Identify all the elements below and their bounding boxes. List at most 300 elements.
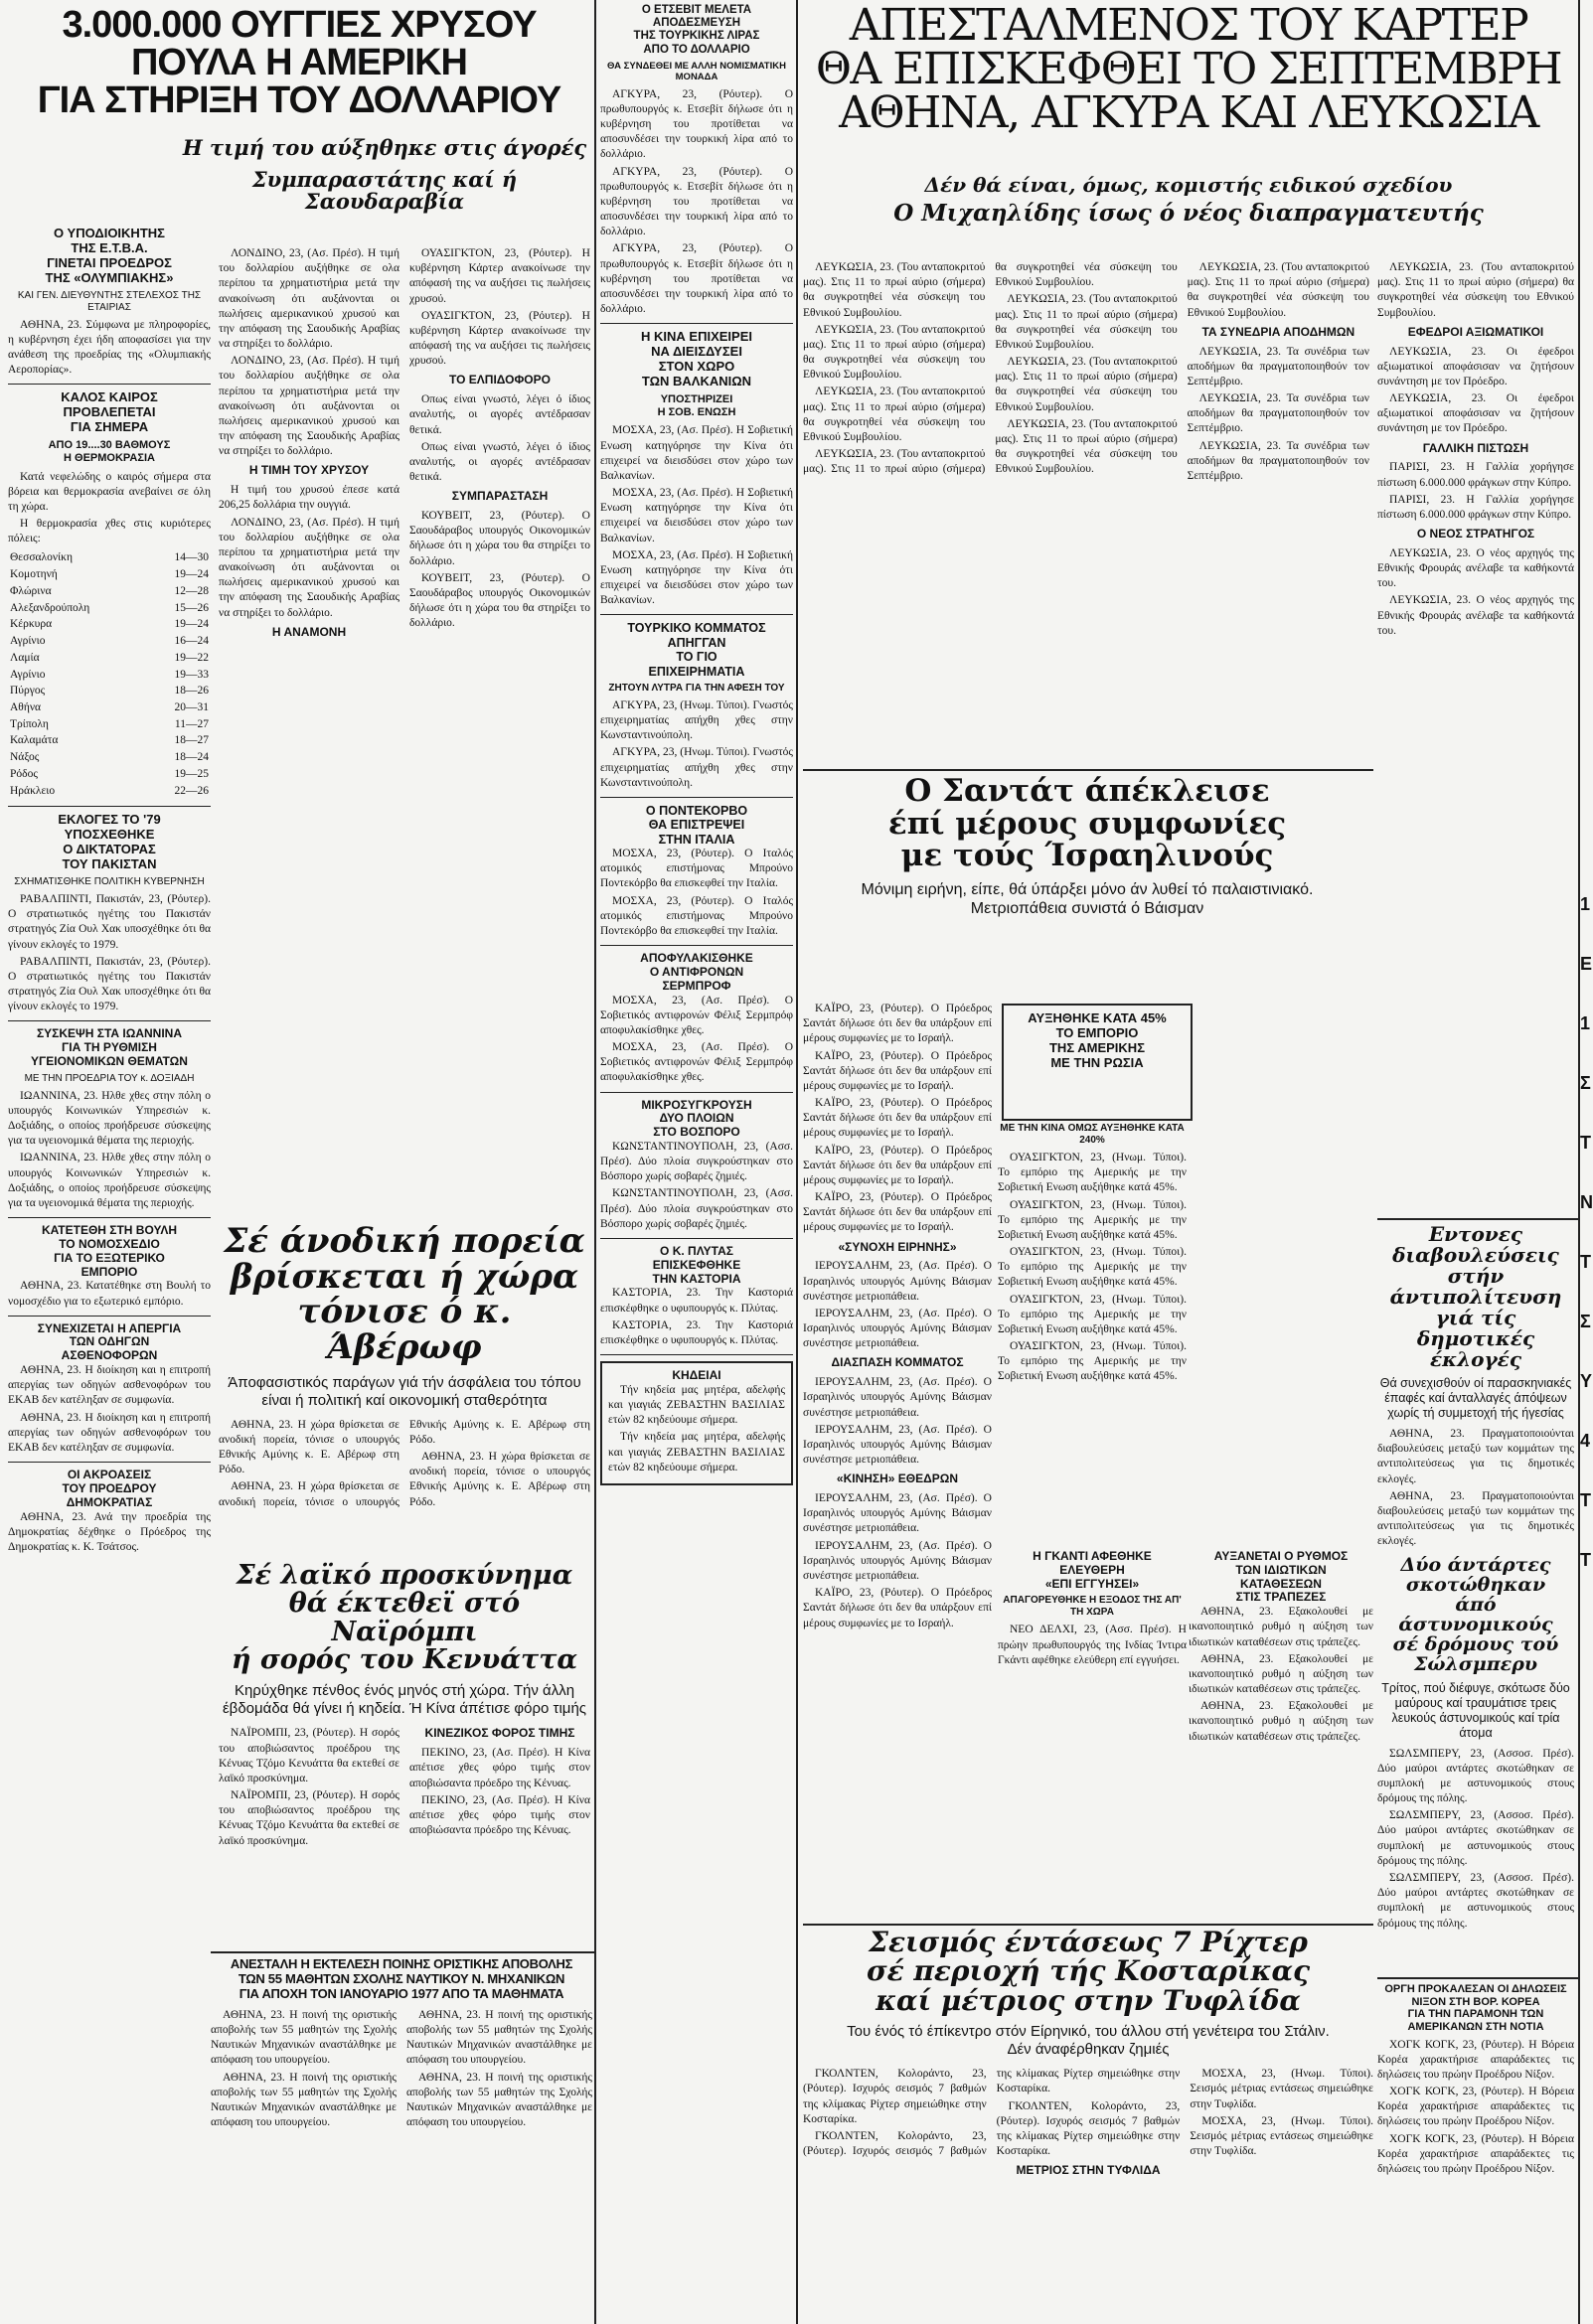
adjacent-page-edge bbox=[1580, 0, 1593, 2324]
city-name: Ηράκλειο bbox=[10, 784, 56, 797]
students-paragraph: ΑΘΗΝΑ, 23. Η ποινή της οριστικής αποβολής των 55 μαθητών της Σχολής Ναυτικών Μηχανικών αναστάλθηκε με απόφαση του υπουργείου. bbox=[406, 2071, 592, 2129]
trade-deck: ΜΕ ΤΗΝ ΚΙΝΑ ΟΜΩΣ ΑΥΞΗΘΗΚΕ ΚΑΤΑ 240% bbox=[1000, 1123, 1185, 1146]
city-name: Αγρίνιο bbox=[10, 635, 46, 648]
funerals-notice bbox=[600, 1361, 793, 1485]
headline-line: ΤΩΝ 55 ΜΑΘΗΤΩΝ ΣΧΟΛΗΣ ΝΑΥΤΙΚΟΥ Ν. ΜΗΧΑΝΙΚΩΝ bbox=[238, 1970, 565, 1986]
edge-letter: 4 bbox=[1580, 1431, 1591, 1451]
headline-line: Ο ΔΙΚΤΑΤΟΡΑΣ bbox=[63, 842, 156, 857]
temperature-row bbox=[10, 550, 209, 565]
lead-headline-block bbox=[8, 6, 590, 127]
vouli-headline bbox=[8, 1224, 211, 1279]
carter-subhead: ΤΑ ΣΥΝΕΔΡΙΑ ΑΠΟΔΗΜΩΝ bbox=[1201, 324, 1355, 339]
ioannina-story bbox=[8, 1027, 211, 1211]
headline-line: ΓΙΝΕΤΑΙ ΠΡΟΕΔΡΟΣ bbox=[47, 254, 172, 270]
headline-line: ΚΑΤΑΘΕΣΕΩΝ bbox=[1240, 1576, 1322, 1591]
carter-paragraph: ΛΕΥΚΩΣΙΑ, 23. (Του ανταποκριτού μας). Στις 11 το πρωί αύριο (σήμερα) θα συγκροτηθεί νέα σύσκεψη του Εθνικού Συμβουλίου. bbox=[1187, 261, 1369, 319]
headline-line: ΕΜΠΟΡΙΟ bbox=[80, 1264, 138, 1279]
trade-paragraph: ΟΥΑΣΙΓΚΤΟΝ, 23, (Ηνωμ. Τύποι). Το εμπόριο της Αμερικής με την Σοβιετική Ενωση αυξήθηκε κατά 45%. bbox=[998, 1152, 1187, 1194]
bosporus-story bbox=[600, 1099, 793, 1232]
headline-line: ΟΙ ΑΚΡΟΑΣΕΙΣ bbox=[67, 1468, 152, 1482]
edge-letter: 1 bbox=[1580, 894, 1591, 914]
headline-line: Δύο άντάρτες σκοτώθηκαν bbox=[1400, 1554, 1551, 1596]
headline-line: ΤΗΣ ΑΜΕΡΙΚΗΣ bbox=[1048, 1039, 1145, 1055]
headline-line: ΤΟΥ ΠΡΟΕΔΡΟΥ bbox=[62, 1480, 157, 1495]
funerals-title: ΚΗΔΕΙΑΙ bbox=[672, 1368, 721, 1383]
city-name: Κέρκυρα bbox=[10, 618, 53, 631]
headline-line: ΓΙΑ ΤΗ ΡΥΘΜΙΣΗ bbox=[62, 1040, 157, 1055]
gold-price-subhead: Η ΤΙΜΗ ΤΟΥ ΧΡΥΣΟΥ bbox=[248, 463, 370, 478]
edge-letter: 1 bbox=[1580, 1013, 1591, 1033]
edge-letter: Τ bbox=[1580, 1133, 1591, 1153]
headline-line: ΥΓΕΙΟΝΟΜΙΚΩΝ ΘΕΜΑΤΩΝ bbox=[31, 1053, 188, 1068]
carter-paragraph: ΛΕΥΚΩΣΙΑ, 23. (Του ανταποκριτού μας). Στις 11 το πρωί αύριο (σήμερα) θα συγκροτηθεί νέα σύσκεψη του Εθνικού Συμβουλίου. bbox=[803, 386, 986, 443]
sadat-body-col1 bbox=[803, 1002, 992, 1995]
temperature-range: 12—28 bbox=[174, 584, 209, 597]
temperature-row bbox=[10, 634, 209, 649]
carter-paragraph: ΛΕΥΚΩΣΙΑ, 23. (Του ανταποκριτού μας). Στις 11 το πρωί αύριο (σήμερα) θα συγκροτηθεί νέα σύσκεψη του Εθνικού Συμβουλίου. bbox=[995, 356, 1178, 413]
headline-line: ΑΠΟΦΥΛΑΚΙΣΘΗΚΕ bbox=[640, 951, 753, 966]
symparastasi-subhead: ΣΥΜΠΑΡΑΣΤΑΣΗ bbox=[451, 489, 549, 504]
sadat-sub-paragraph: ΙΕΡΟΥΣΑΛΗΜ, 23, (Ασ. Πρέσ). Ο Ισραηλινός υπουργός Αμύνης Βάισμαν συνέστησε μετριοπάθεια. bbox=[803, 1260, 992, 1303]
temperature-row bbox=[10, 784, 209, 799]
sadat-paragraph: ΚΑΪΡΟ, 23, (Ρόυτερ). Ο Πρόεδρος Σαντάτ δήλωσε ότι δεν θα υπάρξουν επί μέρους συμφωνίες με το Ισραήλ. bbox=[803, 1191, 992, 1234]
headline-line: Ο ΠΟΝΤΕΚΟΡΒΟ bbox=[645, 803, 748, 818]
strike-headline bbox=[8, 1322, 211, 1363]
sadat-sub-paragraph: ΙΕΡΟΥΣΑΛΗΜ, 23, (Ασ. Πρέσ). Ο Ισραηλινός υπουργός Αμύνης Βάισμαν συνέστησε μετριοπάθεια. bbox=[803, 1492, 992, 1535]
deposits-paragraph: ΑΘΗΝΑ, 23. Εξακολουθεί με ικανοποιητικό ρυθμό η αύξηση των ιδιωτικών καταθέσεων στις τράπεζες. bbox=[1189, 1606, 1373, 1648]
headline-line: Ο Κ. ΠΛΥΤΑΣ bbox=[660, 1243, 733, 1258]
korea-paragraph: ΧΟΓΚ ΚΟΓΚ, 23, (Ρόυτερ). Η Βόρεια Κορέα χαρακτήρισε απαράδεκτες τις δηλώσεις του πρώην Προέδρου Νίξον. bbox=[1377, 2038, 1574, 2081]
city-name: Ρόδος bbox=[10, 767, 38, 780]
lead-headline-line: ΠΟΥΛΑ Η ΑΜΕΡΙΚΗ bbox=[130, 42, 467, 83]
lira-headline bbox=[600, 4, 793, 57]
headline-line: Σέ λαϊκό προσκύνημα bbox=[236, 1560, 573, 1591]
headline-line: ΤΟ ΝΟΜΟΣΧΕΔΙΟ bbox=[59, 1236, 160, 1251]
headline-line: ΤΟ ΕΜΠΟΡΙΟ bbox=[1055, 1024, 1139, 1040]
story-divider bbox=[8, 806, 211, 807]
cyprus-subhead: Ο ΝΕΟΣ ΣΤΡΑΤΗΓΟΣ bbox=[1416, 527, 1535, 542]
funerals-paragraph: Τήν κηδεία μας μητέρα, αδελφής και γιαγιάς ΖΕΒΑΣΤΗΝ ΒΑΣΙΛΙΑΣ ετών 82 κηδεύουμε σήμερα. bbox=[608, 1431, 785, 1473]
turkey-party-paragraph: ΑΓΚΥΡΑ, 23, (Ηνωμ. Τύποι). Γνωστός επιχειρηματίας απήχθη χθες στην Κωνσταντινούπολη. bbox=[600, 746, 793, 789]
story-divider bbox=[600, 1354, 793, 1355]
section-rule bbox=[211, 1951, 594, 1953]
headline-line: ΤΩΝ ΒΑΛΚΑΝΙΩΝ bbox=[641, 374, 752, 389]
headline-line: ΔΗΜΟΚΡΑΤΙΑΣ bbox=[66, 1494, 153, 1509]
story-divider bbox=[8, 1462, 211, 1463]
temperature-range: 22—26 bbox=[174, 784, 209, 797]
averof-story bbox=[219, 1221, 590, 1552]
temperature-range: 19—25 bbox=[174, 767, 209, 780]
weather-story bbox=[8, 390, 211, 800]
lira-paragraph: ΑΓΚΥΡΑ, 23, (Ρόυτερ). Ο πρωθυπουργός κ. Ετσεβίτ δήλωσε ότι η κυβέρνηση του προτίθεται να αποσυνδέσει την τουρκική λίρα από το δολλάριο. bbox=[600, 87, 793, 161]
headline-line: ΝΑ ΔΙΕΙΣΔΥΣΕΙ bbox=[651, 344, 742, 360]
pakistan-deck: ΣΧΗΜΑΤΙΣΘΗΚΕ ΠΟΛΙΤΙΚΗ ΚΥΒΕΡΝΗΣΗ bbox=[14, 876, 205, 888]
korea-headline bbox=[1377, 1983, 1574, 2034]
turkey-party-paragraph: ΑΓΚΥΡΑ, 23, (Ηνωμ. Τύποι). Γνωστός επιχειρηματίας απήχθη χθες στην Κωνσταντινούπολη. bbox=[600, 698, 793, 742]
temperature-range: 18—24 bbox=[174, 751, 209, 764]
ioannina-paragraph: ΙΩΑΝΝΙΝΑ, 23. Ηλθε χθες στην πόλη ο υπουργός Κοινωνικών Υπηρεσιών κ. Δοξιάδης, ο οποίος προήδρευσε σύσκεψης για τα υγειονομικά θέματα της περιοχής. bbox=[8, 1152, 211, 1209]
pontecorvo-paragraph: ΜΟΣΧΑ, 23, (Ρόυτερ). Ο Ιταλός ατομικός επιστήμονας Μπρούνο Ποντεκόρβο θα επισκεφθεί την Ιταλία. bbox=[600, 848, 793, 890]
elpidoforo-paragraph: Οπως είναι γνωστό, λέγει ό ίδιος αναλυτής, οι αγορές αντέδρασαν θετικά. bbox=[409, 393, 590, 436]
story-divider bbox=[600, 945, 793, 946]
opposition-paragraph: ΑΘΗΝΑ, 23. Πραγματοποιούνται διαβουλεύσεις μεταξύ των κομμάτων της αντιπολιτεύσεως για τις δημοτικές εκλογές. bbox=[1377, 1428, 1574, 1485]
headline-line: ΚΑΛΟΣ ΚΑΙΡΟΣ bbox=[61, 389, 158, 405]
headline-line: ΣΕΡΜΠΡΟΦ bbox=[662, 978, 731, 993]
serbrov-headline bbox=[600, 952, 793, 993]
headline-line: ΤΗΝ ΚΑΣΤΟΡΙΑ bbox=[652, 1271, 741, 1286]
weather-headline bbox=[8, 390, 211, 435]
deposits-paragraph: ΑΘΗΝΑ, 23. Εξακολουθεί με ικανοποιητικό ρυθμό η αύξηση των ιδιωτικών καταθέσεων στις τράπεζες. bbox=[1189, 1700, 1373, 1743]
headline-line: ΜΙΚΡΟΣΥΓΚΡΟΥΣΗ bbox=[641, 1097, 752, 1112]
edge-letter: Σ bbox=[1580, 1312, 1591, 1331]
balkans-headline bbox=[600, 330, 793, 389]
left-briefs-column bbox=[8, 227, 211, 2035]
temperature-row bbox=[10, 700, 209, 715]
headline-line: ΣΥΣΚΕΨΗ ΣΤΑ ΙΩΑΝΝΙΝΑ bbox=[36, 1026, 183, 1041]
lira-deck: ΘΑ ΣΥΝΔΕΘΕΙ ΜΕ ΑΛΛΗ ΝΟΜΙΣΜΑΤΙΚΗ ΜΟΝΑΔΑ bbox=[607, 60, 786, 83]
deck-line: Η ΘΕΡΜΟΚΡΑΣΙΑ bbox=[64, 452, 155, 465]
lira-story bbox=[600, 4, 793, 317]
story-divider bbox=[600, 797, 793, 798]
olympic-headline bbox=[8, 227, 211, 286]
city-name: Κομοτηνή bbox=[10, 568, 58, 581]
lead-deck-line: Συμπαραστάτης καί ή Σαουδαραβία bbox=[251, 167, 518, 215]
story-divider bbox=[600, 1238, 793, 1239]
ioannina-deck: ΜΕ ΤΗΝ ΠΡΟΕΔΡΙΑ ΤΟΥ κ. ΔΟΞΙΑΔΗ bbox=[24, 1072, 195, 1084]
temperature-range: 19—33 bbox=[174, 668, 209, 681]
city-name: Καλαμάτα bbox=[10, 734, 59, 747]
serbrov-paragraph: ΜΟΣΧΑ, 23, (Ασ. Πρέσ). Ο Σοβιετικός αντιφρονών Φέλιξ Σερμπρόφ αποφυλακίσθηκε χθες. bbox=[600, 1041, 793, 1084]
turkey-party-headline bbox=[600, 621, 793, 679]
turkey-party-deck: ΖΗΤΟΥΝ ΛΥΤΡΑ ΓΙΑ ΤΗΝ ΑΦΕΣΗ ΤΟΥ bbox=[608, 682, 785, 694]
headline-line: ΤΟ ΓΙΟ bbox=[676, 650, 717, 665]
temperature-table bbox=[8, 548, 211, 800]
earthquake-sub-paragraph: ΜΟΣΧΑ, 23, (Ηνωμ. Τύποι). Σεισμός μέτριας εντάσεως σημειώθηκε στην Τυφλίδα. bbox=[1190, 2068, 1373, 2110]
headline-line: ΕΚΛΟΓΕΣ ΤΟ '79 bbox=[58, 812, 161, 828]
carter-headline-block bbox=[803, 0, 1574, 173]
students-paragraph: ΑΘΗΝΑ, 23. Η ποινή της οριστικής αποβολής των 55 μαθητών της Σχολής Ναυτικών Μηχανικών αναστάλθηκε με απόφαση του υπουργείου. bbox=[211, 2008, 397, 2067]
deck-line: Η ΣΟΒ. ΕΝΩΣΗ bbox=[657, 406, 736, 419]
carter-headline bbox=[803, 0, 1574, 138]
headline-line: Σέ άνοδική πορεία bbox=[224, 1221, 585, 1261]
headline-line: ΣΤΟ ΒΟΣΠΟΡΟ bbox=[653, 1125, 740, 1140]
headline-line: γιά τίς δημοτικές έκλογές bbox=[1416, 1306, 1535, 1371]
headline-line: άπό άστυνομικούς bbox=[1398, 1593, 1553, 1635]
headline-line: ΕΛΕΥΘΕΡΗ bbox=[1059, 1562, 1125, 1577]
averof-paragraph: ΑΘΗΝΑ, 23. Η χώρα θρίσκεται σε ανοδική πορεία, τόνισε ο υπουργός Εθνικής Αμύνης κ. Ε. Αβέρωφ στη Ρόδο. bbox=[219, 1418, 399, 1476]
turkey-party-story bbox=[600, 621, 793, 791]
headline-line: σέ περιοχή τής Κοσταρίκας bbox=[866, 1954, 1311, 1988]
averof-deck: Άποφασιστικός παράγων γιά τήν άσφάλεια του τόπου είναι ή πολιτική καί οικονομική σταθερότητα bbox=[228, 1373, 581, 1409]
serbrov-paragraph: ΜΟΣΧΑ, 23, (Ασ. Πρέσ). Ο Σοβιετικός αντιφρονών Φέλιξ Σερμπρόφ αποφυλακίσθηκε χθες. bbox=[600, 994, 793, 1036]
headline-line: ΚΑΤΕΤΕΘΗ ΣΤΗ ΒΟΥΛΗ bbox=[41, 1223, 178, 1238]
sadat-paragraph: ΚΑΪΡΟ, 23, (Ρόυτερ). Ο Πρόεδρος Σαντάτ δήλωσε ότι δεν θα υπάρξουν επί μέρους συμφωνίες με το Ισραήλ. bbox=[803, 1587, 992, 1629]
earthquake-subhead: ΜΕΤΡΙΟΣ ΣΤΗΝ ΤΥΦΛΙΔΑ bbox=[1016, 2163, 1161, 2178]
korea-paragraph: ΧΟΓΚ ΚΟΓΚ, 23, (Ρόυτερ). Η Βόρεια Κορέα χαρακτήρισε απαράδεκτες τις δηλώσεις του πρώην Προέδρου Νίξον. bbox=[1377, 2086, 1574, 2128]
pontecorvo-paragraph: ΜΟΣΧΑ, 23, (Ρόυτερ). Ο Ιταλός ατομικός επιστήμονας Μπρούνο Ποντεκόρβο θα επισκεφθεί την Ιταλία. bbox=[600, 894, 793, 937]
carter-paragraph: ΛΕΥΚΩΣΙΑ, 23. (Του ανταποκριτού μας). Στις 11 το πρωί αύριο (σήμερα) θα συγκροτηθεί νέα σύσκεψη του Εθνικού Συμβουλίου. bbox=[995, 417, 1178, 476]
gandhi-story bbox=[998, 1550, 1187, 1679]
headline-line: ΓΙΑ ΤΟ ΕΞΩΤΕΡΙΚΟ bbox=[54, 1250, 165, 1265]
edge-letter: Σ bbox=[1580, 1073, 1591, 1093]
elpidoforo-subhead: ΤΟ ΕΛΠΙΔΟΦΟΡΟ bbox=[449, 373, 551, 387]
opposition-paragraph: ΑΘΗΝΑ, 23. Πραγματοποιούνται διαβουλεύσεις μεταξύ των κομμάτων της αντιπολιτεύσεως για τις δημοτικές εκλογές. bbox=[1377, 1489, 1574, 1548]
carter-deck-line: Δέν θά είναι, όμως, κομιστής ειδικού σχεδίου bbox=[924, 173, 1453, 197]
edge-letter: Τ bbox=[1580, 1550, 1591, 1570]
headline-line: έπί μέρους συμφωνίες bbox=[887, 805, 1287, 842]
deposits-headline bbox=[1189, 1550, 1373, 1605]
opposition-headline bbox=[1377, 1224, 1574, 1370]
city-name: Λαμία bbox=[10, 651, 40, 664]
pakistan-paragraph: ΡΑΒΑΛΠΙΝΤΙ, Πακιστάν, 23, (Ρόυτερ). Ο στρατιωτικός ηγέτης του Πακιστάν στρατηγός Ζία Ουλ Χακ υποσχέθηκε ότι θα γίνουν εκλογές το 1979. bbox=[8, 955, 211, 1013]
headline-line: ΜΕ ΤΗΝ ΡΩΣΙΑ bbox=[1050, 1054, 1144, 1070]
headline-line: Εντονες διαβουλεύσεις bbox=[1392, 1222, 1559, 1267]
headline-line: Ο Σαντάτ άπέκλεισε bbox=[904, 773, 1270, 809]
olympic-deck: ΚΑΙ ΓΕΝ. ΔΙΕΥΘΥΝΤΗΣ ΣΤΕΛΕΧΟΣ ΤΗΣ ΕΤΑΙΡΙΑΣ bbox=[17, 289, 202, 313]
story-divider bbox=[8, 1316, 211, 1317]
sadat-sub-paragraph: ΙΕΡΟΥΣΑΛΗΜ, 23, (Ασ. Πρέσ). Ο Ισραηλινός υπουργός Αμύνης Βάισμαν συνέστησε μετριοπάθεια. bbox=[803, 1423, 992, 1467]
lead-deck-line: Η τιμή του αύξηθηκε στις άγορές bbox=[182, 135, 587, 160]
kenyatta-paragraph: ΝΑΪΡΟΜΠΙ, 23, (Ρόυτερ). Η σορός του αποβιώσαντος προέδρου της Κένυας Τζόμο Κενυάττα θα εκτεθεί σε λαϊκό προσκύνημα. bbox=[219, 1727, 399, 1784]
anamoni-paragraph: ΟΥΑΣΙΓΚΤΟΝ, 23, (Ρόυτερ). Η κυβέρνηση Κάρτερ ανακοίνωσε την απόφασή της να αυξήσει τις πωλήσεις χρυσού. bbox=[409, 309, 590, 368]
earthquake-paragraph: ΓΚΟΛΝΤΕΝ, Κολοράντο, 23, (Ρόυτερ). Ισχυρός σεισμός 7 βαθμών της κλίμακας Ρίχτερ σημειώθηκε στην Κοσταρίκα. bbox=[803, 2068, 987, 2125]
story-divider bbox=[600, 614, 793, 615]
carter-paragraph: ΛΕΥΚΩΣΙΑ, 23. (Του ανταποκριτού μας). Στις 11 το πρωί αύριο (σήμερα) θα συγκροτηθεί νέα σύσκεψη του Εθνικού Συμβουλίου. bbox=[803, 323, 986, 382]
serbrov-story bbox=[600, 952, 793, 1085]
headline-line: ή σορός του Κενυάττα bbox=[231, 1644, 578, 1676]
anamoni-paragraph: ΟΥΑΣΙΓΚΤΟΝ, 23, (Ρόυτερ). Η κυβέρνηση Κάρτερ ανακοίνωσε την απόφασή της να αυξήσει τις πωλήσεις χρυσού. bbox=[409, 247, 590, 305]
strike-paragraph: ΑΘΗΝΑ, 23. Η διοίκηση και η επιτροπή απεργίας των οδηγών ασθενοφόρων του ΕΚΑΒ δεν κατέληξαν σε συμφωνία. bbox=[8, 1411, 211, 1454]
carter-sub-paragraph: ΛΕΥΚΩΣΙΑ, 23. Τα συνέδρια των αποδήμων θα πραγματοποιηθούν τον Σεπτέμβριο. bbox=[1187, 439, 1369, 482]
weather-deck bbox=[8, 439, 211, 465]
symparastasi-paragraph: ΚΟΥΒΕΙΤ, 23, (Ρόυτερ). Ο Σαουδάραβος υπουργός Οικονομικών δήλωσε ότι η χώρα του θα στηρίξει το δολλάριο. bbox=[409, 571, 590, 630]
headline-line: ΑΝΕΣΤΑΛΗ Η ΕΚΤΕΛΕΣΗ ΠΟΙΝΗΣ ΟΡΙΣΤΙΚΗΣ ΑΠΟΒΟΛΗΣ bbox=[230, 1956, 573, 1971]
headline-line: στήν άντιπολίτευση bbox=[1389, 1264, 1562, 1309]
sadat-subhead: ΔΙΑΣΠΑΣΗ ΚΟΜΜΑΤΟΣ bbox=[831, 1355, 964, 1370]
kastoria-headline bbox=[600, 1245, 793, 1286]
temperature-range: 16—24 bbox=[174, 635, 209, 648]
sadat-paragraph: ΚΑΪΡΟ, 23, (Ρόυτερ). Ο Πρόεδρος Σαντάτ δήλωσε ότι δεν θα υπάρξουν επί μέρους συμφωνίες με το Ισραήλ. bbox=[803, 1144, 992, 1186]
opposition-story bbox=[1377, 1224, 1574, 1552]
headline-line: με τούς Ίσραηλινούς bbox=[900, 838, 1274, 874]
headline-line: βρίσκεται ή χώρα bbox=[230, 1256, 579, 1297]
trade-headline bbox=[1010, 1011, 1185, 1071]
carter-deck-line: Ο Μιχαηλίδης ίσως ό νέος διαπραγματευτής bbox=[893, 200, 1484, 227]
earthquake-paragraph: ΓΚΟΛΝΤΕΝ, Κολοράντο, 23, (Ρόυτερ). Ισχυρός σεισμός 7 βαθμών της κλίμακας Ρίχτερ σημειώθηκε στην Κοσταρίκα. bbox=[996, 2099, 1181, 2158]
balkans-deck bbox=[600, 393, 793, 419]
section-rule bbox=[1377, 1218, 1578, 1220]
city-name: Αγρίνιο bbox=[10, 668, 46, 681]
salisbury-paragraph: ΣΩΛΣΜΠΕΡΥ, 23, (Ασσοσ. Πρέσ). Δύο μαύροι αντάρτες σκοτώθηκαν σε συμπλοκή με αστυνομικούς στους δρόμους της πόλης. bbox=[1377, 1809, 1574, 1867]
kenyatta-paragraph: ΝΑΪΡΟΜΠΙ, 23, (Ρόυτερ). Η σορός του αποβιώσαντος προέδρου της Κένυας Τζόμο Κενυάττα θα εκτεθεί σε λαϊκό προσκύνημα. bbox=[219, 1789, 399, 1847]
ioannina-headline bbox=[8, 1027, 211, 1068]
kastoria-story bbox=[600, 1245, 793, 1348]
headline-line: ΕΠΙΧΕΙΡΗΜΑΤΙΑ bbox=[648, 664, 745, 679]
headline-line: ΤΟΥΡΚΙΚΟ ΚΟΜΜΑΤΟΣ bbox=[627, 621, 766, 636]
headline-line: ΑΠΟ ΤΟ ΔΟΛΛΑΡΙΟ bbox=[643, 43, 750, 56]
headline-line: «ΕΠΙ ΕΓΓΥΗΣΕΙ» bbox=[1044, 1576, 1140, 1591]
balkans-paragraph: ΜΟΣΧΑ, 23, (Ασ. Πρέσ). Η Σοβιετική Ενωση κατηγόρησε την Κίνα ότι επιχειρεί να διεισδύσει στον χώρο των Βαλκανίων. bbox=[600, 424, 793, 482]
lead-deck-block bbox=[179, 131, 590, 242]
pakistan-headline bbox=[8, 813, 211, 872]
story-divider bbox=[600, 1092, 793, 1093]
headline-line: ΑΠΟΔΕΣΜΕΥΣΗ bbox=[652, 17, 741, 30]
headline-line: ΑΥΞΑΝΕΤΑΙ Ο ΡΥΘΜΟΣ bbox=[1213, 1549, 1349, 1563]
earthquake-sub-paragraph: ΜΟΣΧΑ, 23, (Ηνωμ. Τύποι). Σεισμός μέτριας εντάσεως σημειώθηκε στην Τυφλίδα. bbox=[1190, 2114, 1373, 2158]
city-name: Πύργος bbox=[10, 685, 46, 697]
trade-paragraph: ΟΥΑΣΙΓΚΤΟΝ, 23, (Ηνωμ. Τύποι). Το εμπόριο της Αμερικής με την Σοβιετική Ενωση αυξήθηκε κατά 45%. bbox=[998, 1340, 1187, 1383]
president-headline bbox=[8, 1469, 211, 1509]
sadat-subhead: «ΣΥΝΟΧΗ ΕΙΡΗΝΗΣ» bbox=[838, 1239, 957, 1254]
president-story bbox=[8, 1469, 211, 1555]
lead-paragraph: ΛΟΝΔΙΝΟ, 23, (Ασ. Πρέσ). Η τιμή του δολλαρίου αυξήθηκε σε ολα περίπου τα χρηματιστήρια μετά την ανακοίνωση ότι αυξάνονται οι πωλήσεις αμερικανικού χρυσού και την απόφαση της Σαουδικής Αραβίας να στηρίξει το δολλάριο. bbox=[219, 516, 399, 619]
temperature-row bbox=[10, 717, 209, 732]
temperature-range: 19—22 bbox=[174, 651, 209, 664]
students-paragraph: ΑΘΗΝΑ, 23. Η ποινή της οριστικής αποβολής των 55 μαθητών της Σχολής Ναυτικών Μηχανικών αναστάλθηκε με απόφαση του υπουργείου. bbox=[406, 2008, 592, 2067]
cyprus-paragraph: ΠΑΡΙΣΙ, 23. Η Γαλλία χορήγησε πίστωση 6.000.000 φράγκων στην Κύπρο. bbox=[1377, 493, 1574, 521]
headline-line: ΣΤΙΣ ΤΡΑΠΕΖΕΣ bbox=[1235, 1590, 1327, 1605]
sadat-deck: Μόνιμη ειρήνη, είπε, θά ύπάρξει μόνο άν λυθεί τό παλαιστινιακό. Μετριοπάθεια συνιστά ό Βάισμαν bbox=[861, 880, 1314, 917]
trade-paragraph: ΟΥΑΣΙΓΚΤΟΝ, 23, (Ηνωμ. Τύποι). Το εμπόριο της Αμερικής με την Σοβιετική Ενωση αυξήθηκε κατά 45%. bbox=[998, 1198, 1187, 1241]
lead-paragraph: ΛΟΝΔΙΝΟ, 23, (Ασ. Πρέσ). Η τιμή του δολλαρίου αυξήθηκε σε ολα περίπου τα χρηματιστήρια μετά την ανακοίνωση ότι αυξάνονται οι πωλήσεις αμερικανικού χρυσού και την απόφαση της Σαουδικής Αραβίας να στηρίξει το δολλάριο. bbox=[219, 355, 399, 458]
balkans-paragraph: ΜΟΣΧΑ, 23, (Ασ. Πρέσ). Η Σοβιετική Ενωση κατηγόρησε την Κίνα ότι επιχειρεί να διεισδύσει στον χώρο των Βαλκανίων. bbox=[600, 487, 793, 544]
kastoria-paragraph: ΚΑΣΤΟΡΙΑ, 23. Την Καστοριά επισκέφθηκε ο υφυπουργός κ. Πλύτας. bbox=[600, 1318, 793, 1346]
headline-line: ΔΥΟ ΠΛΟΙΩΝ bbox=[659, 1111, 734, 1126]
korea-story bbox=[1377, 1983, 1574, 2319]
symparastasi-paragraph: ΚΟΥΒΕΙΤ, 23, (Ρόυτερ). Ο Σαουδάραβος υπουργός Οικονομικών δήλωσε ότι η χώρα του θα στηρίξει το δολλάριο. bbox=[409, 510, 590, 567]
sadat-headline bbox=[803, 775, 1371, 872]
president-paragraph: ΑΘΗΝΑ, 23. Ανά την προεδρία της Δημοκρατίας δέχθηκε ο Πρόεδρος της Δημοκρατίας κ. Κ. Τσάτσος. bbox=[8, 1510, 211, 1553]
headline-line: ΣΤΟΝ ΧΩΡΟ bbox=[658, 359, 735, 375]
sadat-subhead: «ΚΙΝΗΣΗ» ΕΘΕΔΡΩΝ bbox=[836, 1472, 959, 1486]
deposits-paragraph: ΑΘΗΝΑ, 23. Εξακολουθεί με ικανοποιητικό ρυθμό η αύξηση των ιδιωτικών καταθέσεων στις τράπεζες. bbox=[1189, 1652, 1373, 1696]
headline-line: Σεισμός έντάσεως 7 Ρίχτερ bbox=[869, 1926, 1308, 1958]
students-story bbox=[211, 1957, 592, 2315]
headline-line: καί μέτριος στην Τυφλίδα bbox=[876, 1983, 1301, 2017]
deck-line: ΑΠΟ 19....30 ΒΑΘΜΟΥΣ bbox=[48, 439, 171, 452]
headline-line: ΤΗΣ «ΟΛΥΜΠΙΑΚΗΣ» bbox=[45, 269, 174, 285]
headline-line: ΓΙΑ ΣΗΜΕΡΑ bbox=[70, 419, 149, 435]
sadat-sub-paragraph: ΙΕΡΟΥΣΑΛΗΜ, 23, (Ασ. Πρέσ). Ο Ισραηλινός υπουργός Αμύνης Βάισμαν συνέστησε μετριοπάθεια. bbox=[803, 1376, 992, 1419]
headline-line: ΕΠΙΣΚΕΦΘΗΚΕ bbox=[652, 1257, 741, 1272]
sadat-sub-paragraph: ΙΕΡΟΥΣΑΛΗΜ, 23, (Ασ. Πρέσ). Ο Ισραηλινός υπουργός Αμύνης Βάισμαν συνέστησε μετριοπάθεια. bbox=[803, 1307, 992, 1350]
headline-line: Ο ΑΝΤΙΦΡΟΝΩΝ bbox=[649, 964, 744, 979]
sadat-paragraph: ΚΑΪΡΟ, 23, (Ρόυτερ). Ο Πρόεδρος Σαντάτ δήλωσε ότι δεν θα υπάρξουν επί μέρους συμφωνίες με το Ισραήλ. bbox=[803, 1097, 992, 1140]
headline-line: ΥΠΟΣΧΕΘΗΚΕ bbox=[64, 827, 155, 843]
sadat-paragraph: ΚΑΪΡΟ, 23, (Ρόυτερ). Ο Πρόεδρος Σαντάτ δήλωσε ότι δεν θα υπάρξουν επί μέρους συμφωνίες με το Ισραήλ. bbox=[803, 1049, 992, 1092]
headline-line: ΤΩΝ ΙΔΙΩΤΙΚΩΝ bbox=[1235, 1562, 1327, 1577]
edge-letter: Τ bbox=[1580, 1252, 1591, 1272]
headline-line: ΘΑ ΕΠΙΣΤΡΕΨΕΙ bbox=[648, 818, 745, 833]
trade-box bbox=[1002, 1004, 1193, 1121]
city-name: Αλεξανδρούπολη bbox=[10, 601, 90, 614]
kenyatta-sub-paragraph: ΠΕΚΙΝΟ, 23, (Ασ. Πρέσ). Η Κίνα απέτισε χθες φόρο τιμής στον αποβιώσαντα πρόεδρο της Κένυας. bbox=[409, 1747, 590, 1789]
deposits-story bbox=[1189, 1550, 1373, 1928]
headline-line: ΠΡΟΒΛΕΠΕΤΑΙ bbox=[63, 404, 156, 420]
headline-line: Ο ΕΤΣΕΒΙΤ ΜΕΛΕΤΑ bbox=[641, 4, 752, 16]
temperature-row bbox=[10, 651, 209, 666]
cyprus-subhead: ΕΦΕΔΡΟΙ ΑΞΙΩΜΑΤΙΚΟΙ bbox=[1407, 324, 1544, 339]
kenyatta-deck: Κηρύχθηκε πένθος ένός μηνός στή χώρα. Τήν άλλη έβδομάδα θά γίνει ή κηδεία. Ή Κίνα άπέτισε φόρο τιμής bbox=[223, 1682, 587, 1718]
funerals-paragraph: Τήν κηδεία μας μητέρα, αδελφής και γιαγιάς ΖΕΒΑΣΤΗΝ ΒΑΣΙΛΙΑΣ ετών 82 κηδεύουμε σήμερα. bbox=[608, 1383, 785, 1427]
salisbury-paragraph: ΣΩΛΣΜΠΕΡΥ, 23, (Ασσοσ. Πρέσ). Δύο μαύροι αντάρτες σκοτώθηκαν σε συμπλοκή με αστυνομικούς στους δρόμους της πόλης. bbox=[1377, 1872, 1574, 1930]
averof-headline bbox=[219, 1221, 590, 1368]
earthquake-headline bbox=[803, 1928, 1373, 2015]
headline-line: ΤΩΝ ΟΔΗΓΩΝ bbox=[69, 1334, 150, 1349]
edge-letter: Ν bbox=[1580, 1192, 1593, 1212]
carter-paragraph: ΛΕΥΚΩΣΙΑ, 23. (Του ανταποκριτού μας). Στις 11 το πρωί αύριο (σήμερα) θα συγκροτηθεί νέα σύσκεψη του Εθνικού Συμβουλίου. bbox=[1377, 261, 1574, 319]
lira-paragraph: ΑΓΚΥΡΑ, 23, (Ρόυτερ). Ο πρωθυπουργός κ. Ετσεβίτ δήλωσε ότι η κυβέρνηση του προτίθεται να αποσυνδέσει την τουρκική λίρα από το δολλάριο. bbox=[600, 165, 793, 238]
lead-headline-line: ΓΙΑ ΣΤΗΡΙΞΗ ΤΟΥ ΔΟΛΛΑΡΙΟΥ bbox=[37, 79, 561, 121]
earthquake-story bbox=[803, 1928, 1373, 2320]
edge-letter: Τ bbox=[1580, 1490, 1591, 1510]
temperature-row bbox=[10, 750, 209, 765]
averof-paragraph: ΑΘΗΝΑ, 23. Η χώρα θρίσκεται σε ανοδική πορεία, τόνισε ο υπουργός Εθνικής Αμύνης κ. Ε. Αβέρωφ στη Ρόδο. bbox=[409, 1451, 590, 1508]
sadat-sub-paragraph: ΙΕΡΟΥΣΑΛΗΜ, 23, (Ασ. Πρέσ). Ο Ισραηλινός υπουργός Αμύνης Βάισμαν συνέστησε μετριοπάθεια. bbox=[803, 1539, 992, 1582]
kenyatta-subhead: ΚΙΝΕΖΙΚΟΣ ΦΟΡΟΣ ΤΙΜΗΣ bbox=[424, 1726, 575, 1741]
temperature-range: 11—27 bbox=[174, 717, 209, 730]
korea-paragraph: ΧΟΓΚ ΚΟΓΚ, 23, (Ρόυτερ). Η Βόρεια Κορέα χαρακτήρισε απαράδεκτες τις δηλώσεις του πρώην Προέδρου Νίξον. bbox=[1377, 2132, 1574, 2175]
headline-line: ΓΙΑ ΤΗΝ ΠΑΡΑΜΟΝΗ ΤΩΝ ΑΜΕΡΙΚΑΝΩΝ ΣΤΗ ΝΟΤΙΑ bbox=[1407, 2008, 1544, 2033]
headline-line: ΣΥΝΕΧΙΖΕΤΑΙ Η ΑΠΕΡΓΙΑ bbox=[37, 1320, 182, 1335]
gandhi-deck: ΑΠΑΓΟΡΕΥΘΗΚΕ Η ΕΞΟΔΟΣ ΤΗΣ ΑΠ' ΤΗ ΧΩΡΑ bbox=[1003, 1595, 1182, 1619]
section-rule bbox=[803, 769, 1373, 771]
temperature-row bbox=[10, 684, 209, 698]
weather-paragraph: Κατά νεφελώδης ο καιρός σήμερα στα βόρεια και θερμοκρασία ανεβαίνει σε όλη τη χώρα. bbox=[8, 470, 211, 513]
kenyatta-headline bbox=[219, 1562, 590, 1674]
city-name: Τρίπολη bbox=[10, 717, 49, 730]
story-divider bbox=[8, 384, 211, 385]
headline-line: θά έκτεθεϊ στό Ναϊρόμπι bbox=[288, 1588, 521, 1647]
cyprus-paragraph: ΛΕΥΚΩΣΙΑ, 23. Ο νέος αρχηγός της Εθνικής Φρουράς ανέλαβε τα καθήκοντά του. bbox=[1377, 594, 1574, 637]
sadat-paragraph: ΚΑΪΡΟ, 23, (Ρόυτερ). Ο Πρόεδρος Σαντάτ δήλωσε ότι δεν θα υπάρξουν επί μέρους συμφωνίες με το Ισραήλ. bbox=[803, 1003, 992, 1045]
carter-deck-block bbox=[803, 175, 1574, 254]
lead-body bbox=[219, 246, 590, 1220]
carter-paragraph: ΛΕΥΚΩΣΙΑ, 23. (Του ανταποκριτού μας). Στις 11 το πρωί αύριο (σήμερα) θα συγκροτηθεί νέα σύσκεψη του Εθνικού Συμβουλίου. bbox=[803, 261, 1178, 476]
salisbury-story bbox=[1377, 1556, 1574, 1973]
gandhi-headline bbox=[998, 1550, 1187, 1591]
headline-line: τόνισε ό κ. Άβέρωφ bbox=[297, 1292, 512, 1368]
olympic-paragraph: ΑΘΗΝΑ, 23. Σύμφωνα με πληροφορίες, η κυβέρνηση έχει ήδη αποφασίσει για την ανάθεση της προεδρίας της «Ολυμπιακής Αεροπορίας». bbox=[8, 318, 211, 377]
temperature-row bbox=[10, 733, 209, 748]
gandhi-paragraph: ΝΕΟ ΔΕΛΧΙ, 23, (Ασσ. Πρέσ). Η πρώην πρωθυπουργός της Ινδίας Ίντιρα Γκάντι αφέθηκε ελεύθερη επί εγγυήσει. bbox=[998, 1624, 1187, 1666]
ioannina-paragraph: ΙΩΑΝΝΙΝΑ, 23. Ηλθε χθες στην πόλη ο υπουργός Κοινωνικών Υπηρεσιών κ. Δοξιάδης, ο οποίος προήδρευσε σύσκεψης για τα υγειονομικά θέματα της περιοχής. bbox=[8, 1089, 211, 1148]
trade-paragraph: ΟΥΑΣΙΓΚΤΟΝ, 23, (Ηνωμ. Τύποι). Το εμπόριο της Αμερικής με την Σοβιετική Ενωση αυξήθηκε κατά 45%. bbox=[998, 1246, 1187, 1289]
sadat-headline-block bbox=[803, 775, 1371, 1004]
headline-line: ΟΡΓΗ ΠΡΟΚΑΛΕΣΑΝ ΟΙ ΔΗΛΩΣΕΙΣ ΝΙΞΟΝ ΣΤΗ ΒΟΡ. ΚΟΡΕΑ bbox=[1384, 1983, 1567, 2008]
cyprus-side-column bbox=[1377, 260, 1574, 1214]
vouli-paragraph: ΑΘΗΝΑ, 23. Κατατέθηκε στη Βουλή το νομοσχέδιο για το εξωτερικό εμπόριο. bbox=[8, 1280, 211, 1308]
earthquake-deck: Του ένός τό έπίκεντρο στόν Είρηνικό, του άλλου στή γενέτειρα του Στάλιν. Δέν άναφέρθηκαν ζημιές bbox=[847, 2023, 1330, 2059]
elpidoforo-paragraph: Οπως είναι γνωστό, λέγει ό ίδιος αναλυτής, οι αγορές αντέδρασαν θετικά. bbox=[409, 440, 590, 484]
city-name: Θεσσαλονίκη bbox=[10, 551, 73, 564]
temperature-range: 19—24 bbox=[174, 618, 209, 631]
carter-sub-paragraph: ΛΕΥΚΩΣΙΑ, 23. Τα συνέδρια των αποδήμων θα πραγματοποιηθούν τον Σεπτέμβριο. bbox=[1187, 345, 1369, 387]
headline-line: ΑΠΗΓΓΑΝ bbox=[667, 635, 726, 650]
temperature-range: 20—31 bbox=[174, 700, 209, 713]
story-divider bbox=[8, 1020, 211, 1021]
lead-headline bbox=[8, 6, 590, 119]
temperature-row bbox=[10, 767, 209, 782]
cyprus-paragraph: ΛΕΥΚΩΣΙΑ, 23. Οι έφεδροι αξιωματικοί αποφάσισαν να ζητήσουν συνάντηση με τον Πρόεδρο. bbox=[1377, 392, 1574, 435]
edge-letter: Υ bbox=[1580, 1371, 1593, 1391]
pontecorvo-story bbox=[600, 804, 793, 939]
lead-headline-line: 3.000.000 ΟΥΓΓΙΕΣ ΧΡΥΣΟΥ bbox=[62, 4, 537, 46]
kenyatta-story bbox=[219, 1562, 590, 1947]
column-rule bbox=[796, 0, 798, 2324]
city-name: Φλώρινα bbox=[10, 584, 52, 597]
carter-paragraph: ΛΕΥΚΩΣΙΑ, 23. (Του ανταποκριτού μας). Στις 11 το πρωί αύριο (σήμερα) θα συγκροτηθεί νέα σύσκεψη του Εθνικού Συμβουλίου. bbox=[803, 261, 986, 319]
